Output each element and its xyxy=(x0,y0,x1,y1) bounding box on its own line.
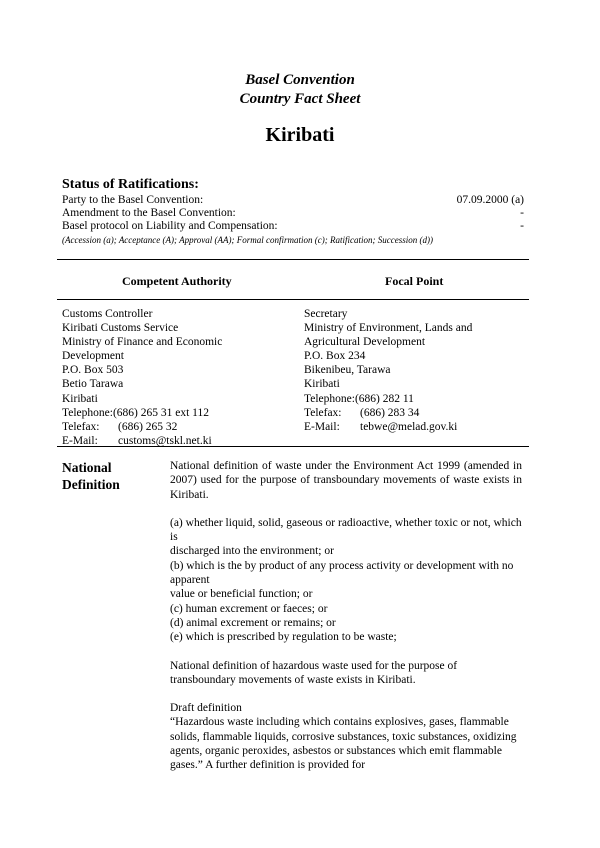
divider xyxy=(57,446,529,447)
ratifications-heading: Status of Ratifications: xyxy=(62,177,199,192)
divider xyxy=(57,299,529,300)
national-definition-label xyxy=(62,459,120,493)
address-line: Betio Tarawa xyxy=(62,378,124,391)
definition-item: value or beneficial function; or xyxy=(170,588,313,601)
competent-authority-heading: Competent Authority xyxy=(122,274,232,288)
divider xyxy=(57,259,529,260)
address-line: Kiribati xyxy=(62,392,98,405)
telefax-line xyxy=(304,406,472,420)
address-line: Customs Controller xyxy=(62,308,153,320)
ratification-legend: (Accession (a); Acceptance (A); Approval (AA); Formal confirmation (c); Ratification; Succession (d)) xyxy=(62,235,433,245)
address-line: Development xyxy=(62,350,124,363)
hazardous-definition: National definition of hazardous waste used for the purpose of transboundary movements of waste exists in Kiribati. xyxy=(170,659,458,686)
telefax-label: Telefax: xyxy=(62,420,100,433)
label-line: National xyxy=(62,460,112,475)
telefax-line xyxy=(62,420,222,434)
telephone-line xyxy=(304,392,472,406)
address-line: Kiribati xyxy=(304,378,340,391)
ratification-label: Amendment to the Basel Convention: xyxy=(62,207,236,219)
address-line: Secretary xyxy=(304,308,348,320)
email-value: tebwe@melad.gov.ki xyxy=(360,420,458,433)
email-label: E-Mail: xyxy=(304,420,340,433)
ratification-value: - xyxy=(520,220,524,232)
address-line: Ministry of Finance and Economic xyxy=(62,336,223,349)
definition-item: (d) animal excrement or remains; or xyxy=(170,616,336,629)
ratification-value: 07.09.2000 (a) xyxy=(456,194,524,206)
focal-point-address xyxy=(304,307,472,434)
address-line: P.O. Box 234 xyxy=(304,350,366,363)
telephone-line xyxy=(62,406,222,420)
definition-item: (c) human excrement or faeces; or xyxy=(170,602,328,615)
telefax-label: Telefax: xyxy=(304,406,342,419)
focal-point-heading: Focal Point xyxy=(385,274,444,288)
ratification-row xyxy=(62,220,524,234)
doc-title-line2: Country Fact Sheet xyxy=(239,91,361,107)
definition-intro: National definition of waste under the Environment Act 1999 (amended in 2007) used for the purpose of transboundary movements of waste exists in Kiribati. xyxy=(170,460,522,501)
telephone-label: Telephone: xyxy=(62,406,113,419)
address-line: Kiribati Customs Service xyxy=(62,322,179,335)
address-line: Agricultural Development xyxy=(304,336,426,349)
address-line: Ministry of Environment, Lands and xyxy=(304,322,473,335)
ratification-row xyxy=(62,194,524,208)
email-line xyxy=(304,420,472,434)
ratification-row xyxy=(62,207,524,221)
country-name: Kiribati xyxy=(265,124,335,146)
telephone-label: Telephone: xyxy=(304,392,355,405)
definition-item: discharged into the environment; or xyxy=(170,545,334,558)
telefax-value: (686) 283 34 xyxy=(360,406,420,419)
draft-text: “Hazardous waste including which contains explosives, gases, flammable solids, flammable liquids, corrosive substances, toxic substances, oxidizing agents, organic peroxides, asbestos or substances which emit flammable gases.” A further definition is provided for xyxy=(170,716,517,772)
ratification-value: - xyxy=(520,207,524,219)
ratification-label: Party to the Basel Convention: xyxy=(62,194,204,206)
email-value: customs@tskl.net.ki xyxy=(118,434,212,447)
definition-item: (b) which is the by product of any process activity or development with no apparent xyxy=(170,559,514,587)
definition-item: (a) whether liquid, solid, gaseous or radioactive, whether toxic or not, which is xyxy=(170,516,522,544)
draft-label: Draft definition xyxy=(170,702,242,715)
ratification-label: Basel protocol on Liability and Compensation: xyxy=(62,220,278,232)
address-line: P.O. Box 503 xyxy=(62,364,124,377)
national-definition-text xyxy=(170,459,522,773)
doc-title-line1: Basel Convention xyxy=(245,72,355,88)
telefax-value: (686) 265 32 xyxy=(118,420,178,433)
telephone-value: (686) 282 11 xyxy=(354,392,414,405)
telephone-value: (686) 265 31 ext 112 xyxy=(112,406,209,419)
definition-item: (e) which is prescribed by regulation to be waste; xyxy=(170,631,397,644)
label-line: Definition xyxy=(62,477,120,492)
competent-authority-address xyxy=(62,307,222,448)
email-label: E-Mail: xyxy=(62,434,98,447)
address-line: Bikenibeu, Tarawa xyxy=(304,364,391,377)
